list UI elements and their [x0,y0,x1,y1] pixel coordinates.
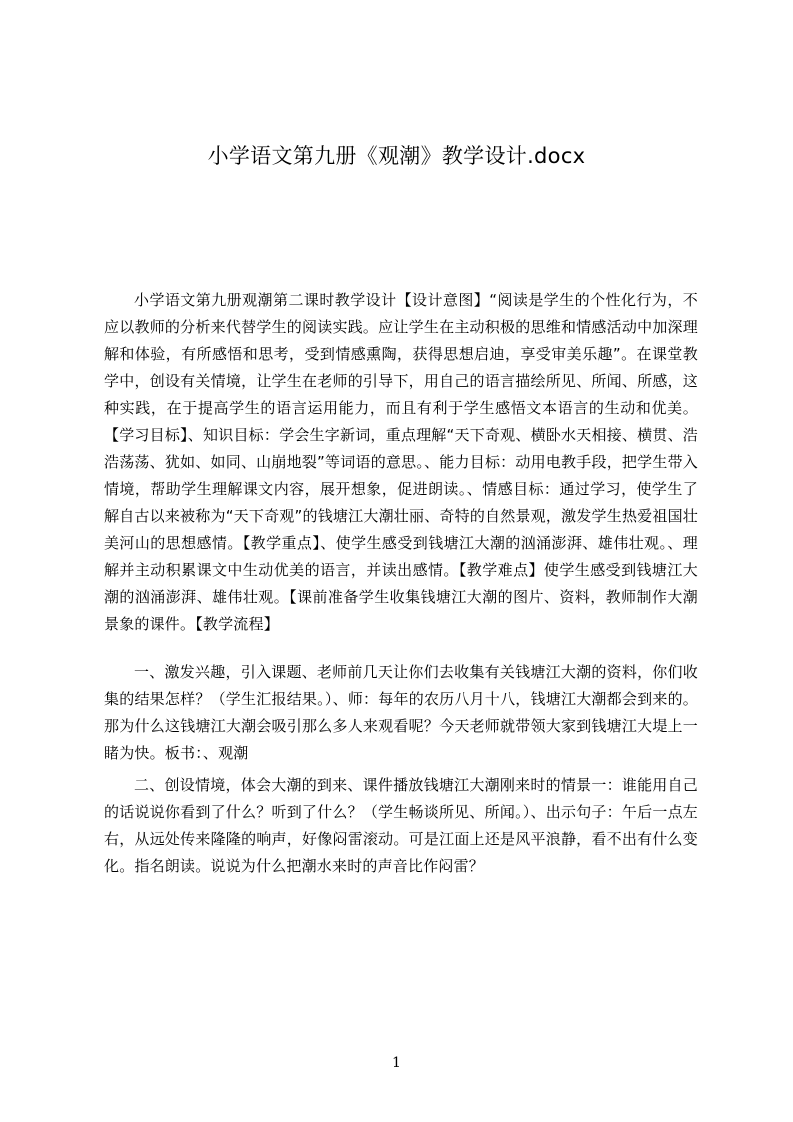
paragraph-section-two: 二、创设情境，体会大潮的到来、课件播放钱塘江大潮刚来时的情景一：谁能用自己的话说说你看到了什么？听到了什么？（学生畅谈所见、所闻。）、出示句子：午后一点左右，从远处传来隆隆的响声，好像闷雷滚动。可是江面上还是风平浪静，看不出有什么变化。指名朗读。说说为什么把潮水来时的声音比作闷雷？ [104,776,698,875]
page-number: 1 [392,1055,401,1071]
paragraph-section-one: 一、激发兴趣，引入课题、老师前几天让你们去收集有关钱塘江大潮的资料，你们收集的结果怎样？（学生汇报结果。）、师：每年的农历八月十八，钱塘江大潮都会到来的。那为什么这钱塘江大潮会吸引那么多人来观看呢？今天老师就带领大家到钱塘江大堤上一睹为快。板书：、观潮 [104,663,698,762]
paragraph-intro: 小学语文第九册观潮第二课时教学设计【设计意图】“阅读是学生的个性化行为，不应以教师的分析来代替学生的阅读实践。应让学生在主动积极的思维和情感活动中加深理解和体验，有所感悟和思考，受到情感熏陶，获得思想启迪，享受审美乐趣”。在课堂教学中，创设有关情境，让学生在老师的引导下，用自己的语言描绘所见、所闻、所感，这种实践，在于提高学生的语言运用能力，而且有利于学生感悟文本语言的生动和优美。【学习目标】、知识目标：学会生字新词，重点理解“天下奇观、横卧水天相接、横贯、浩浩荡荡、犹如、如同、山崩地裂”等词语的意思。、能力目标：动用电教手段，把学生带入情境，帮助学生理解课文内容，展开想象，促进朗读。、情感目标：通过学习，使学生了解自古以来被称为“天下奇观”的钱塘江大潮壮丽、奇特的自然景观，激发学生热爱祖国壮美河山的思想感情。【教学重点】、使学生感受到钱塘江大潮的汹涌澎湃、雄伟壮观。、理解并主动积累课文中生动优美的语言，并读出感情。【教学难点】使学生感受到钱塘江大潮的汹涌澎湃、雄伟壮观。【课前准备学生收集钱塘江大潮的图片、资料，教师制作大潮景象的课件。【教学流程】 [104,291,698,633]
document-title: 小学语文第九册《观潮》教学设计.docx [207,144,586,168]
